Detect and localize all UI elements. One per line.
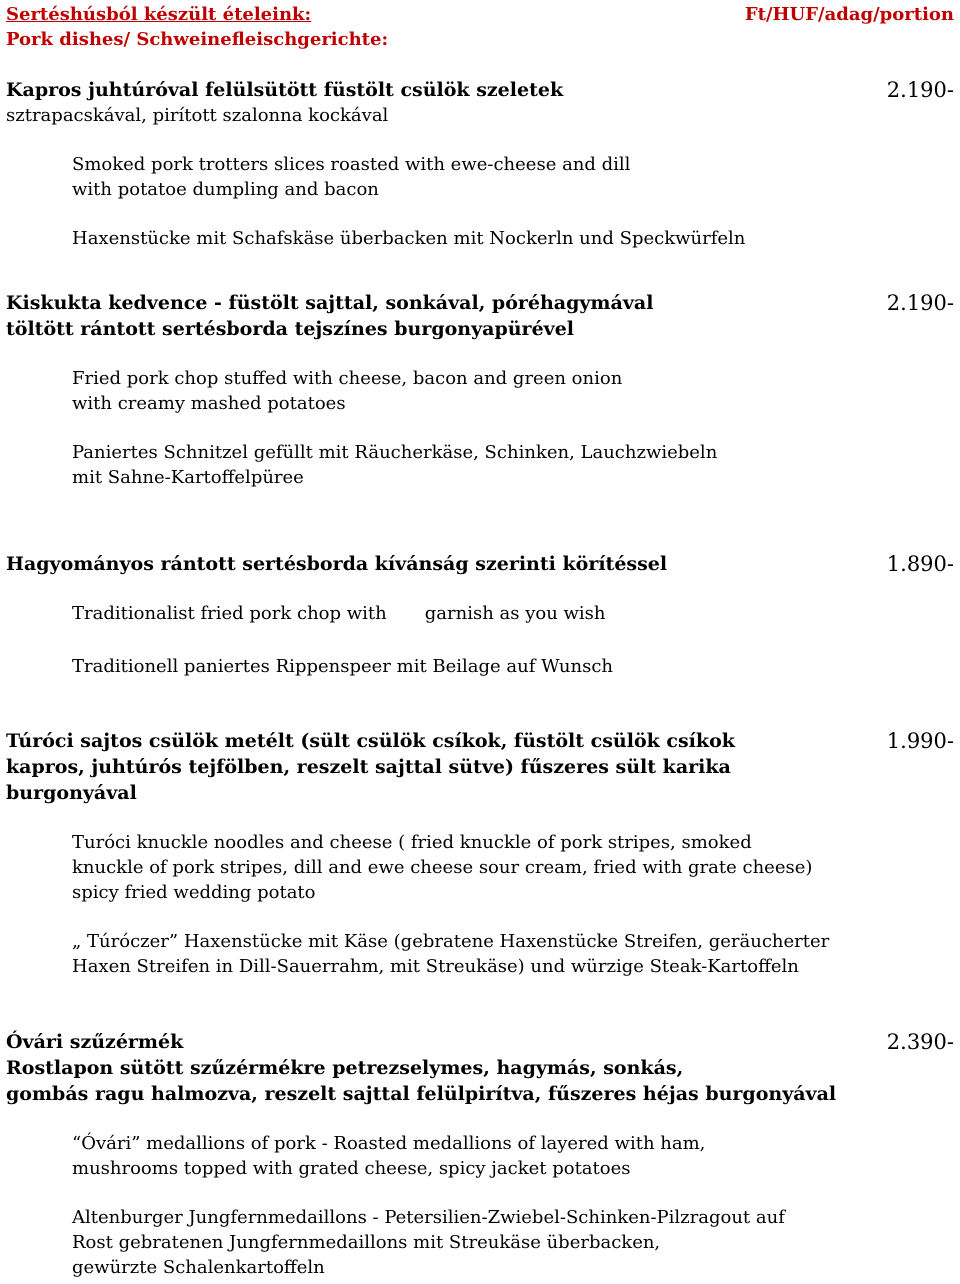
german-translation: „ Túróczer” Haxenstücke mit Käse (gebratene Haxenstücke Streifen, geräucherter Haxen Streifen in Dill-Sauerrahm, mit Streukäse) und würzige Steak-Kartoffeln (72, 931, 830, 977)
english-translation: “Óvári” medallions of pork - Roasted medallions of layered with ham, mushrooms topped with grated cheese, spicy jacket potatoes (72, 1133, 706, 1179)
dish-price: 1.890- (886, 552, 954, 576)
german-translation: Haxenstücke mit Schafskäse überbacken mit Nockerln und Speckwürfeln (72, 228, 746, 249)
dish-ovari-medallions (6, 1029, 954, 1280)
dish-name: Hagyományos rántott sertésborda kívánság szerinti körítéssel (6, 553, 668, 575)
menu-section-header (6, 2, 388, 52)
dish-name: Kiskukta kedvence - füstölt sajttal, sonkával, póréhagymával töltött rántott sertésborda tejszínes burgonyapürével (6, 292, 654, 340)
dish-price: 2.390- (886, 1030, 954, 1054)
english-translation: Traditionalist fried pork chop with garnish as you wish (72, 603, 606, 624)
german-translation: Paniertes Schnitzel gefüllt mit Räucherkäse, Schinken, Lauchzwiebeln mit Sahne-Kartoffelpüree (72, 442, 718, 488)
dish-price: 2.190- (886, 78, 954, 102)
dish-smoked-knuckle (6, 77, 954, 251)
dish-name: Túróci sajtos csülök metélt (sült csülök csíkok, füstölt csülök csíkok kapros, juhtúrós tejfölben, reszelt sajttal sütve) fűszeres sült karika burgonyával (6, 730, 735, 804)
english-translation: Turóci knuckle noodles and cheese ( fried knuckle of pork stripes, smoked knuckle of pork stripes, dill and ewe cheese sour cream, fried with grate cheese) spicy fried wedding potato (72, 832, 813, 903)
dish-price: 2.190- (886, 291, 954, 315)
dish-stuffed-pork-chop (6, 290, 954, 490)
english-translation: Fried pork chop stuffed with cheese, bacon and green onion with creamy mashed potatoes (72, 368, 623, 414)
dish-traditional-pork-chop (6, 551, 954, 679)
english-translation: Smoked pork trotters slices roasted with ewe-cheese and dill with potatoe dumpling and bacon (72, 154, 631, 200)
dish-description: sztrapacskával, pirított szalonna kockával (6, 105, 389, 126)
dish-price: 1.990- (886, 729, 954, 753)
dish-name: Kapros juhtúróval felülsütött füstölt csülök szeletek (6, 79, 564, 101)
price-unit-label: Ft/HUF/adag/portion (744, 4, 954, 25)
dish-turoc-knuckle-noodles (6, 728, 954, 979)
section-title-hu: Sertéshúsból készült ételeink: (6, 4, 312, 25)
dish-name: Óvári szűzérmék Rostlapon sütött szűzérmékre petrezselymes, hagymás, sonkás, gombás ragu halmozva, reszelt sajttal felülpirítva, fűszeres héjas burgonyával (6, 1031, 837, 1105)
german-translation: Traditionell paniertes Rippenspeer mit Beilage auf Wunsch (72, 656, 614, 677)
german-translation: Altenburger Jungfernmedaillons - Petersilien-Zwiebel-Schinken-Pilzragout auf Rost gebratenen Jungfernmedaillons mit Streukäse überbacken, gewürzte Schalenkartoffeln (72, 1207, 785, 1278)
section-title-multilingual: Pork dishes/ Schweinefleischgerichte: (6, 29, 389, 50)
